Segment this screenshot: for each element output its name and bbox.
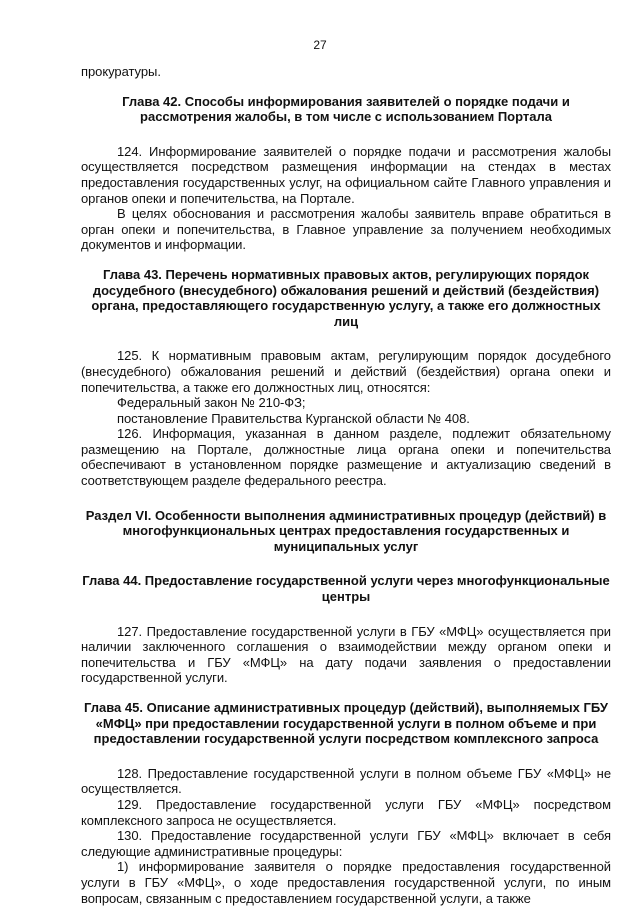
paragraph-130: 130. Предоставление государственной услуги ГБУ «МФЦ» включает в себя следующие административные процедуры: — [81, 828, 611, 859]
paragraph-130-item-1: 1) информирование заявителя о порядке предоставления государственной услуги в ГБУ «МФЦ», о ходе предоставления государственной услуги, по иным вопросам, связанным с предоставлением государственной услуги, а также — [81, 859, 611, 906]
paragraph-125-item-2: постановление Правительства Курганской области № 408. — [117, 410, 470, 426]
paragraph-128: 128. Предоставление государственной услуги в полном объеме ГБУ «МФЦ» не осуществляется. — [81, 765, 611, 797]
paragraph-124-cont: В целях обоснования и рассмотрения жалобы заявитель вправе обратиться в орган опеки и попечительства, в Главное управление за получением необходимых документов и информации. — [81, 206, 611, 253]
page-number: 27 — [313, 38, 327, 52]
document-body — [81, 64, 611, 906]
paragraph-125-item-1: Федеральный закон № 210-ФЗ; — [117, 395, 306, 411]
paragraph-continuation: прокуратуры. — [81, 64, 161, 79]
heading-chapter-44: Глава 44. Предоставление государственной услуги через многофункциональные центры — [82, 573, 610, 605]
paragraph-127: 127. Предоставление государственной услуги в ГБУ «МФЦ» осуществляется при наличии заключенного соглашения о взаимодействии между органом опеки и попечительства и ГБУ «МФЦ» на дату подачи заявления о предоставлении государственной услуги. — [81, 623, 611, 686]
heading-chapter-45: Глава 45. Описание административных процедур (действий), выполняемых ГБУ «МФЦ» при предоставлении государственной услуги в полном объеме и при предоставлении государственной услуги посредством комплексного запроса — [84, 700, 608, 747]
paragraph-125: 125. К нормативным правовым актам, регулирующим порядок досудебного (внесудебного) обжалования решений и действий (бездействия) органа опеки и попечительства, а также его должностных лиц, относятся: — [81, 348, 611, 395]
paragraph-129: 129. Предоставление государственной услуги ГБУ «МФЦ» посредством комплексного запроса не осуществляется. — [81, 796, 611, 828]
paragraph-124: 124. Информирование заявителей о порядке подачи и рассмотрения жалобы осуществляется посредством размещения информации на стендах в местах предоставления государственных услуг, на официальном сайте Главного управления и органов опеки и попечительства, на Портале. — [81, 143, 611, 206]
paragraph-126: 126. Информация, указанная в данном разделе, подлежит обязательному размещению на Портале, должностные лица органа опеки и попечительства обеспечивают в установленном порядке размещение и актуализацию сведений в соответствующем разделе федерального реестра. — [81, 426, 611, 489]
heading-chapter-42: Глава 42. Способы информирования заявителей о порядке подачи и рассмотрения жалобы, в том числе с использованием Портала — [122, 93, 570, 125]
heading-section-6: Раздел VI. Особенности выполнения административных процедур (действий) в многофункциональных центрах предоставления государственных и муниципальных услуг — [85, 507, 607, 554]
heading-chapter-43: Глава 43. Перечень нормативных правовых актов, регулирующих порядок досудебного (внесудебного) обжалования решений и действий (бездействия) органа, предоставляющего государственную услугу, а также его должностных лиц — [91, 266, 601, 329]
